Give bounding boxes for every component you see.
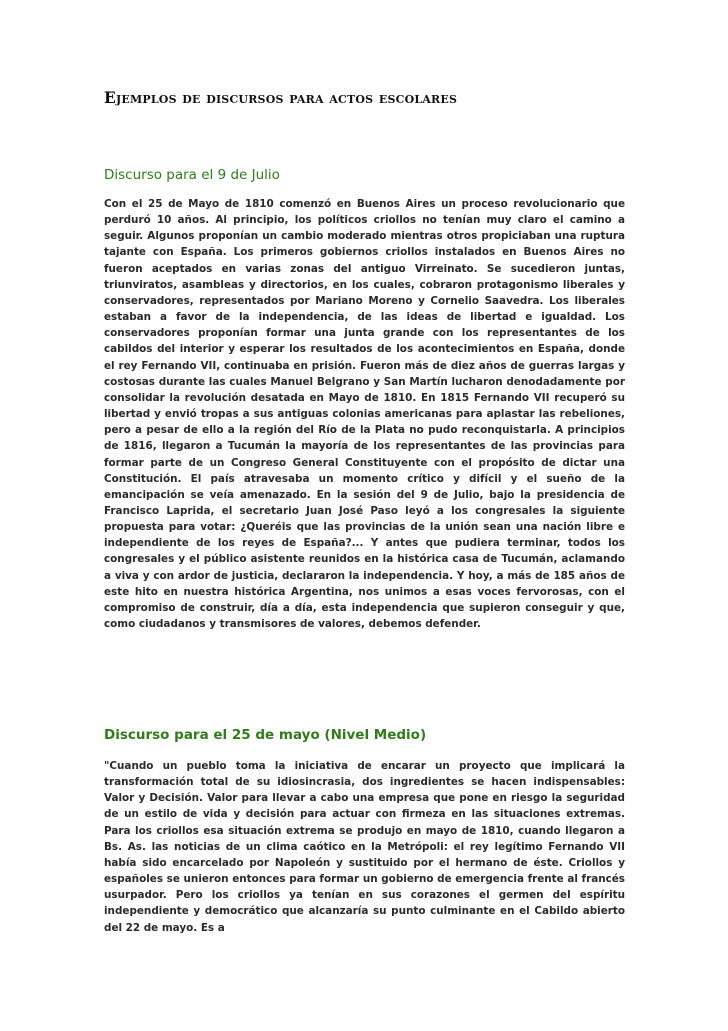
section-body-9-de-julio: Con el 25 de Mayo de 1810 comenzó en Buenos Aires un proceso revolucionario que perduró 10 años. Al principio, los políticos criollos no tenían muy claro el camino a seguir. Algunos proponían un cambio moderado mientras otros propiciaban una ruptura tajante con España. Los primeros gobiernos criollos instalados en Buenos Aires no fueron aceptados en varias zonas del antiguo Virreinato. Se sucedieron juntas, triunviratos, asambleas y directorios, en los cuales, cobraron protagonismo liberales y conservadores, representados por Mariano Moreno y Cornelio Saavedra. Los liberales estaban a favor de la independencia, de las ideas de libertad e igualdad. Los conservadores proponían formar una junta grande con los representantes de los cabildos del interior y esperar los resultados de los acontecimientos en España, donde el rey Fernando VII, continuaba en prisión. Fueron más de diez años de guerras largas y costosas durante las cuales Manuel Belgrano y San Martín lucharon denodadamente por consolidar la revolución desatada en Mayo de 1810. En 1815 Fernando VII recuperó su libertad y envió tropas a sus antiguas colonias americanas para aplastar las rebeliones, pero a pesar de ello a la región del Río de la Plata no pudo reconquistarla. A principios de 1816, llegaron a Tucumán la mayoría de los representantes de las provincias para formar parte de un Congreso General Constituyente con el propósito de dictar una Constitución. El país atravesaba un momento crítico y difícil y el sueño de la emancipación se veía amenazado. En la sesión del 9 de Julio, bajo la presidencia de Francisco Laprida, el secretario Juan José Paso leyó a los congresales la siguiente propuesta para votar: ¿Queréis que las provincias de la unión sean una nación libre e independiente de los reyes de España?... Y antes que pudiera terminar, todos los congresales y el público asistente reunidos en la histórica casa de Tucumán, aclamando a viva y con ardor de justicia, declararon la independencia. Y hoy, a más de 185 años de este hito en nuestra histórica Argentina, nos unimos a esas voces fervorosas, con el compromiso de construir, día a día, esta independencia que supieron conseguir y que, como ciudadanos y transmisores de valores, debemos defender. [104,198,625,631]
section-heading-9-de-julio: Discurso para el 9 de Julio [104,167,280,183]
document-title: Ejemplos de discursos para actos escolares [104,88,458,107]
section-heading-25-de-mayo: Discurso para el 25 de mayo (Nivel Medio) [104,727,427,743]
section-body-25-de-mayo: "Cuando un pueblo toma la iniciativa de encarar un proyecto que implicará la transformación total de su idiosincrasia, dos ingredientes se hacen indispensables: Valor y Decisión. Valor para llevar a cabo una empresa que pone en riesgo la seguridad de un estilo de vida y decisión para actuar con firmeza en las situaciones extremas. Para los criollos esa situación extrema se produjo en mayo de 1810, cuando llegaron a Bs. As. las noticias de un clima caótico en la Metrópoli: el rey legítimo Fernando VII había sido encarcelado por Napoleón y sustituido por el hermano de éste. Criollos y españoles se unieron entonces para formar un gobierno de emergencia frente al francés usurpador. Pero los criollos ya tenían en sus corazones el germen del espíritu independiente y democrático que alcanzaría su punto culminante en el Cabildo abierto del 22 de mayo. Es a [104,760,625,934]
